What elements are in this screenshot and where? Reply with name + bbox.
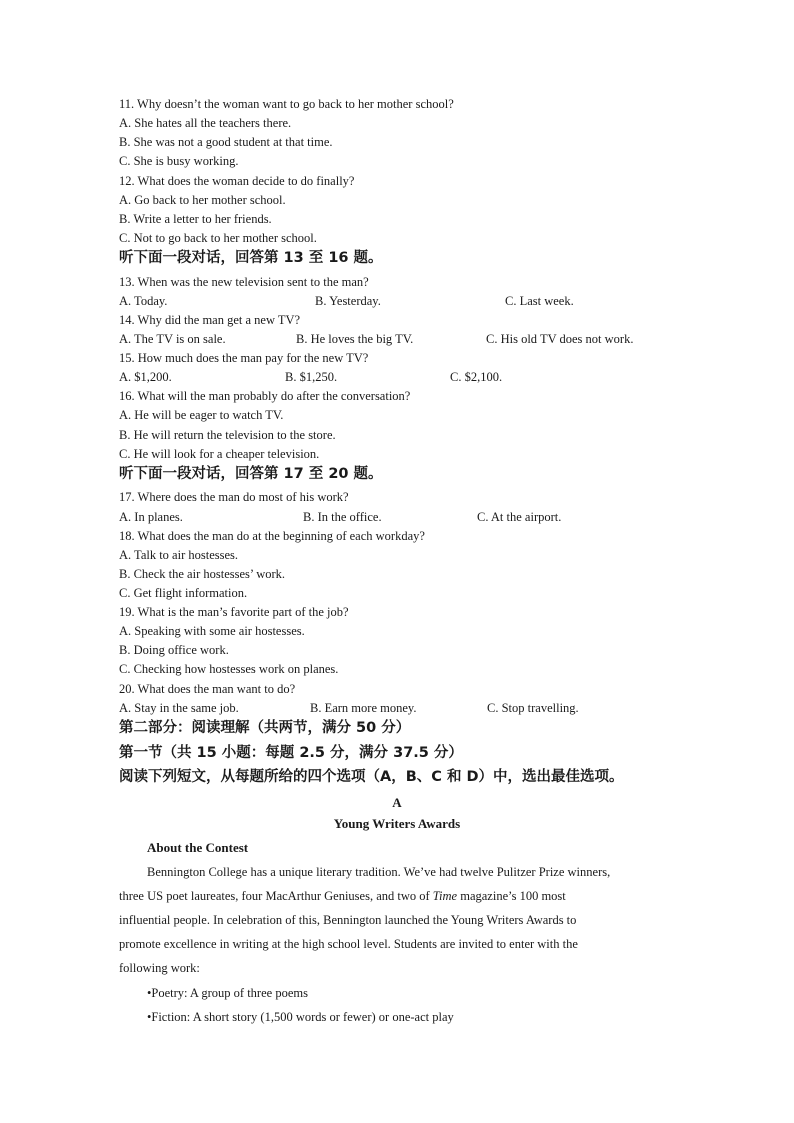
question-14-option-c: C. His old TV does not work.	[486, 332, 634, 346]
question-15-option-a: A. $1,200.	[119, 370, 172, 384]
question-15-option-c: C. $2,100.	[450, 370, 503, 384]
question-19-stem: 19. What is the man’s favorite part of the job?	[119, 605, 349, 619]
passage-line-2-text: three US poet laureates, four MacArthur Geniuses, and two of	[119, 889, 433, 903]
passage-subtitle: About the Contest	[147, 840, 249, 855]
question-16-option-b: B. He will return the television to the store.	[119, 428, 336, 442]
question-15-option-b: B. $1,250.	[285, 370, 338, 384]
question-11-stem: 11. Why doesn’t the woman want to go back to her mother school?	[119, 97, 454, 111]
question-16-option-c: C. He will look for a cheaper television.	[119, 447, 320, 461]
passage-line-2-tail: magazine’s 100 most	[457, 889, 566, 903]
passage-line-5: following work:	[119, 961, 200, 975]
question-17-stem: 17. Where does the man do most of his work?	[119, 490, 349, 504]
section-one-heading: 第一节（共 15 小题：每题 2.5 分，满分 37.5 分）	[119, 745, 463, 761]
passage-title: Young Writers Awards	[333, 816, 461, 831]
question-19-option-a: A. Speaking with some air hostesses.	[119, 624, 305, 638]
question-11-option-c: C. She is busy working.	[119, 154, 239, 168]
question-17-option-c: C. At the airport.	[477, 510, 562, 524]
part-two-heading: 第二部分：阅读理解（共两节，满分 50 分）	[119, 720, 411, 736]
passage-letter: A	[392, 795, 402, 810]
reading-instruction: 阅读下列短文，从每题所给的四个选项（A，B、C 和 D）中，选出最佳选项。	[119, 769, 624, 785]
section-heading-17-20: 听下面一段对话，回答第 17 至 20 题。	[119, 466, 383, 482]
question-13-option-b: B. Yesterday.	[315, 294, 381, 308]
question-17-option-b: B. In the office.	[303, 510, 382, 524]
passage-line-4: promote excellence in writing at the high school level. Students are invited to enter with the	[119, 937, 578, 951]
passage-line-1: Bennington College has a unique literary tradition. We’ve had twelve Pulitzer Prize winners,	[147, 865, 611, 879]
question-15-stem: 15. How much does the man pay for the new TV?	[119, 351, 369, 365]
section-heading-13-16: 听下面一段对话，回答第 13 至 16 题。	[119, 250, 383, 266]
question-12-option-c: C. Not to go back to her mother school.	[119, 231, 317, 245]
question-13-option-c: C. Last week.	[505, 294, 574, 308]
question-19-option-b: B. Doing office work.	[119, 643, 229, 657]
question-17-option-a: A. In planes.	[119, 510, 183, 524]
question-20-option-c: C. Stop travelling.	[487, 701, 579, 715]
question-18-option-c: C. Get flight information.	[119, 586, 248, 600]
question-20-option-b: B. Earn more money.	[310, 701, 417, 715]
question-18-option-a: A. Talk to air hostesses.	[119, 548, 239, 562]
question-16-stem: 16. What will the man probably do after the conversation?	[119, 389, 411, 403]
question-18-stem: 18. What does the man do at the beginning of each workday?	[119, 529, 425, 543]
question-14-option-a: A. The TV is on sale.	[119, 332, 226, 346]
question-13-option-a: A. Today.	[119, 294, 168, 308]
passage-line-2	[119, 884, 566, 908]
question-13-stem: 13. When was the new television sent to the man?	[119, 275, 369, 289]
bullet-fiction: •Fiction: A short story (1,500 words or fewer) or one-act play	[147, 1010, 454, 1024]
question-20-option-a: A. Stay in the same job.	[119, 701, 239, 715]
question-19-option-c: C. Checking how hostesses work on planes.	[119, 662, 339, 676]
question-12-stem: 12. What does the woman decide to do finally?	[119, 174, 355, 188]
question-18-option-b: B. Check the air hostesses’ work.	[119, 567, 286, 581]
question-12-option-a: A. Go back to her mother school.	[119, 193, 286, 207]
question-20-stem: 20. What does the man want to do?	[119, 682, 296, 696]
magazine-name: Time	[432, 889, 458, 903]
question-14-stem: 14. Why did the man get a new TV?	[119, 313, 301, 327]
question-14-option-b: B. He loves the big TV.	[296, 332, 414, 346]
question-16-option-a: A. He will be eager to watch TV.	[119, 408, 284, 422]
question-12-option-b: B. Write a letter to her friends.	[119, 212, 272, 226]
passage-line-3: influential people. In celebration of this, Bennington launched the Young Writers Awards to	[119, 913, 577, 927]
question-11-option-a: A. She hates all the teachers there.	[119, 116, 292, 130]
bullet-poetry: •Poetry: A group of three poems	[147, 986, 308, 1000]
question-11-option-b: B. She was not a good student at that time.	[119, 135, 333, 149]
